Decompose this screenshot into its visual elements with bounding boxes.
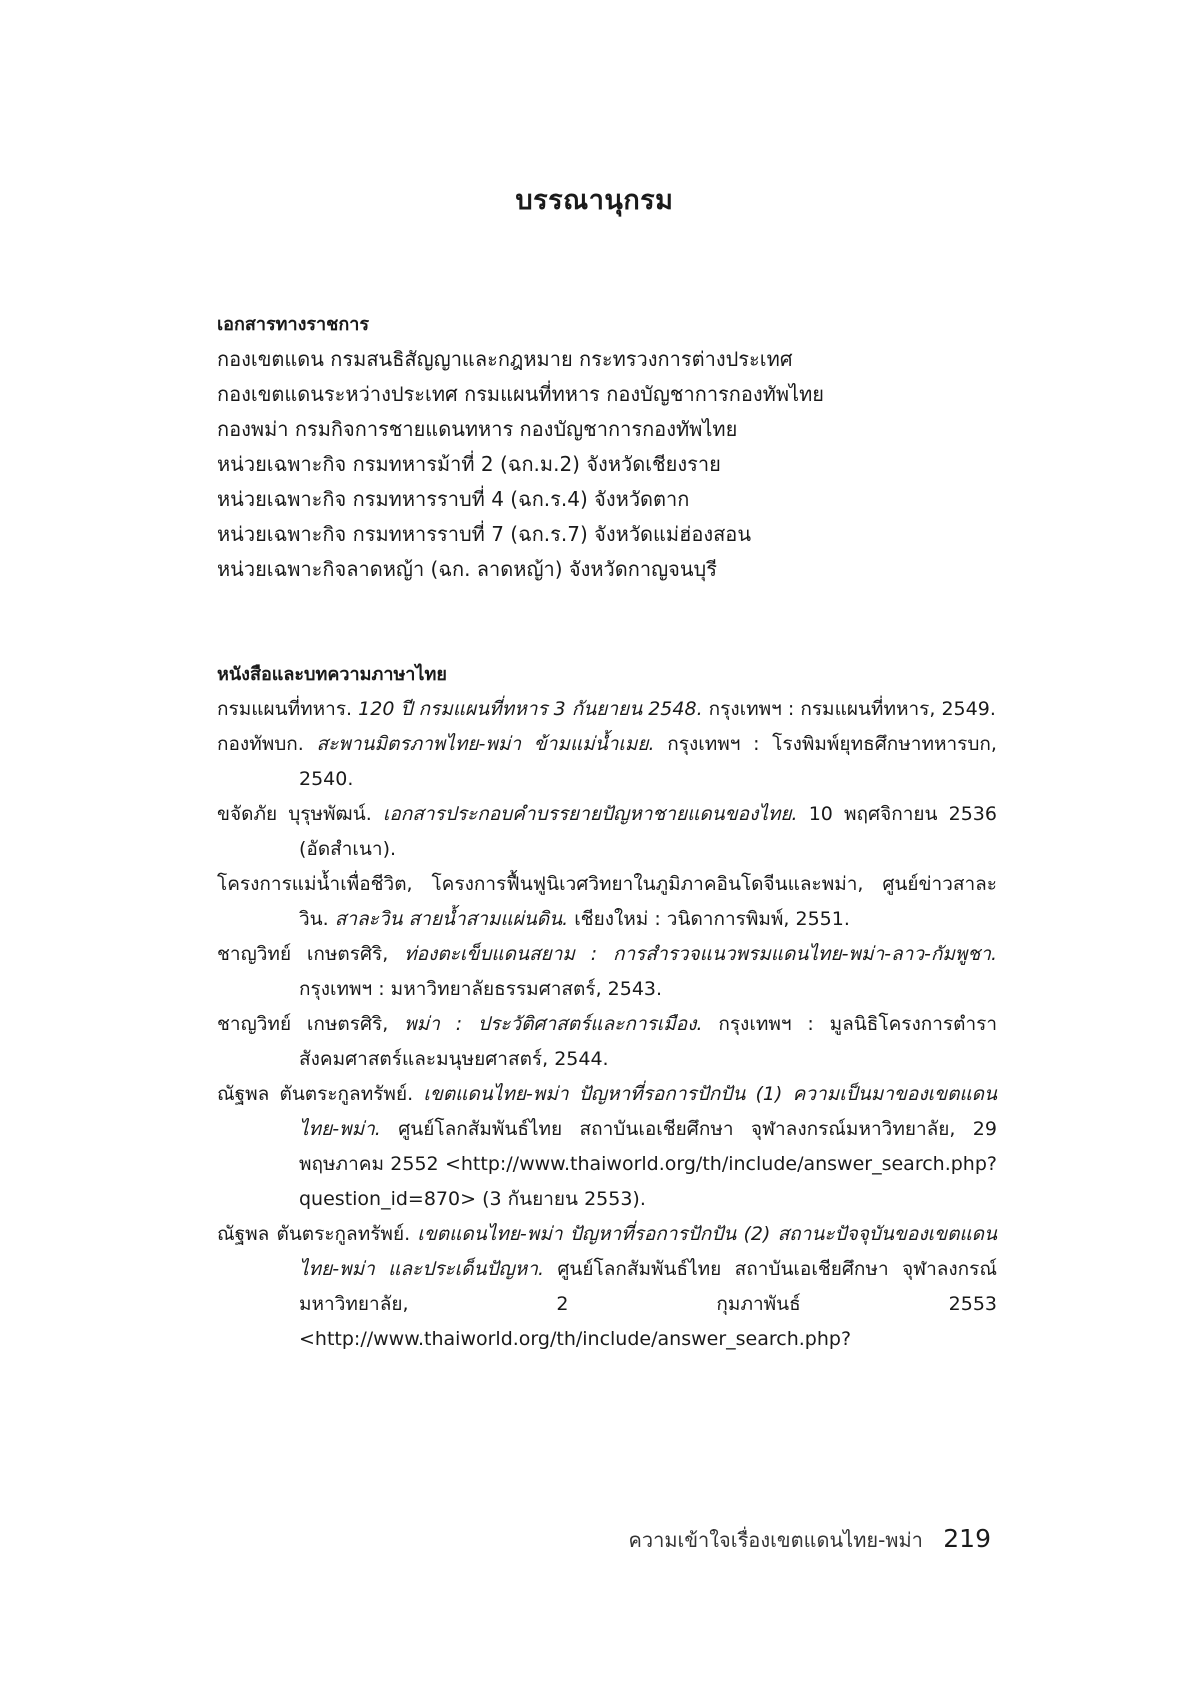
entry-publication: กรุงเทพฯ : มูลนิธิโครงการตำราสังคมศาสตร์และมนุษยศาสตร์, 2544.	[299, 1013, 998, 1070]
gov-doc-item: หน่วยเฉพาะกิจ กรมทหารราบที่ 7 (ฉก.ร.7) จังหวัดแม่ฮ่องสอน	[217, 522, 751, 546]
page-number: 219	[943, 1524, 991, 1553]
bibliography-entry	[217, 1077, 997, 1217]
entry-title: ท่องตะเข็บแดนสยาม : การสำรวจแนวพรมแดนไทย-พม่า-ลาว-กัมพูชา.	[404, 943, 997, 965]
entry-author: กรมแผนที่ทหาร.	[217, 698, 353, 720]
entry-author: ขจัดภัย บุรุษพัฒน์.	[217, 803, 372, 825]
entry-author: ชาญวิทย์ เกษตรศิริ,	[217, 943, 389, 965]
entry-title: เอกสารประกอบคำบรรยายปัญหาชายแดนของไทย.	[382, 803, 798, 825]
entry-title: เขตแดนไทย-พม่า ปัญหาที่รอการปักปัน (1) ความเป็นมาของเขตแดนไทย-พม่า.	[299, 1083, 997, 1140]
entry-author: ณัฐพล ตันตระกูลทรัพย์.	[217, 1083, 414, 1105]
bibliography-entry	[217, 797, 997, 867]
gov-doc-item: หน่วยเฉพาะกิจ กรมทหารราบที่ 4 (ฉก.ร.4) จังหวัดตาก	[217, 487, 690, 511]
gov-docs-section	[217, 308, 997, 587]
gov-doc-item: กองเขตแดน กรมสนธิสัญญาและกฎหมาย กระทรวงการต่างประเทศ	[217, 347, 793, 371]
entry-title: เขตแดนไทย-พม่า ปัญหาที่รอการปักปัน (2) สถานะปัจจุบันของเขตแดนไทย-พม่า และประเด็นปัญหา.	[299, 1223, 997, 1280]
page-footer	[628, 1524, 991, 1556]
gov-docs-heading: เอกสารทางราชการ	[217, 314, 370, 335]
entry-title: 120 ปี กรมแผนที่ทหาร 3 กันยายน 2548.	[358, 698, 703, 720]
bibliography-entry	[217, 1217, 997, 1357]
bibliography-entry	[217, 867, 997, 937]
entry-publication: 10 พฤศจิกายน 2536 (อัดสำเนา).	[299, 803, 997, 860]
entry-author: ณัฐพล ตันตระกูลทรัพย์.	[217, 1223, 411, 1245]
entry-author: ชาญวิทย์ เกษตรศิริ,	[217, 1013, 389, 1035]
bibliography-entry	[217, 1007, 997, 1077]
entry-title: สาละวิน สายน้ำสามแผ่นดิน.	[334, 908, 569, 930]
page-title: บรรณานุกรม	[515, 185, 674, 216]
gov-doc-item: กองเขตแดนระหว่างประเทศ กรมแผนที่ทหาร กองบัญชาการกองทัพไทย	[217, 382, 825, 406]
entry-author: โครงการแม่น้ำเพื่อชีวิต, โครงการฟื้นฟูนิเวศวิทยาในภูมิภาคอินโดจีนและพม่า, ศูนย์ข่าวสาละวิน.	[217, 873, 997, 930]
entry-publication: กรุงเทพฯ : มหาวิทยาลัยธรรมศาสตร์, 2543.	[299, 978, 663, 1000]
thai-books-heading: หนังสือและบทความภาษาไทย	[217, 664, 447, 685]
entry-title: สะพานมิตรภาพไทย-พม่า ข้ามแม่น้ำเมย.	[316, 733, 655, 755]
entry-publication: เชียงใหม่ : วนิดาการพิมพ์, 2551.	[574, 908, 850, 930]
entry-publication: กรุงเทพฯ : โรงพิมพ์ยุทธศึกษาทหารบก, 2540.	[299, 733, 997, 790]
entry-title: พม่า : ประวัติศาสตร์และการเมือง.	[404, 1013, 703, 1035]
bibliography-entry	[217, 937, 997, 1007]
entry-publication: ศูนย์โลกสัมพันธ์ไทย สถาบันเอเชียศึกษา จุฬาลงกรณ์มหาวิทยาลัย, 2 กุมภาพันธ์ 2553 <http://www.thaiworld.org/th/include/answer_search.php?	[299, 1258, 997, 1350]
entry-publication: กรุงเทพฯ : กรมแผนที่ทหาร, 2549.	[708, 698, 996, 720]
entry-author: กองทัพบก.	[217, 733, 304, 755]
bibliography-entry	[217, 727, 997, 797]
entry-publication: ศูนย์โลกสัมพันธ์ไทย สถาบันเอเชียศึกษา จุฬาลงกรณ์มหาวิทยาลัย, 29 พฤษภาคม 2552 <http://www.thaiworld.org/th/include/answer_search.php?question_id=870> (3 กันยายน 2553).	[299, 1118, 997, 1210]
gov-doc-item: หน่วยเฉพาะกิจลาดหญ้า (ฉก. ลาดหญ้า) จังหวัดกาญจนบุรี	[217, 557, 717, 581]
gov-doc-item: หน่วยเฉพาะกิจ กรมทหารม้าที่ 2 (ฉก.ม.2) จังหวัดเชียงราย	[217, 452, 721, 476]
running-title: ความเข้าใจเรื่องเขตแดนไทย-พม่า	[628, 1528, 923, 1552]
gov-doc-item: กองพม่า กรมกิจการชายแดนทหาร กองบัญชาการกองทัพไทย	[217, 417, 738, 441]
thai-books-section	[217, 658, 997, 1357]
bibliography-entry	[217, 692, 997, 727]
